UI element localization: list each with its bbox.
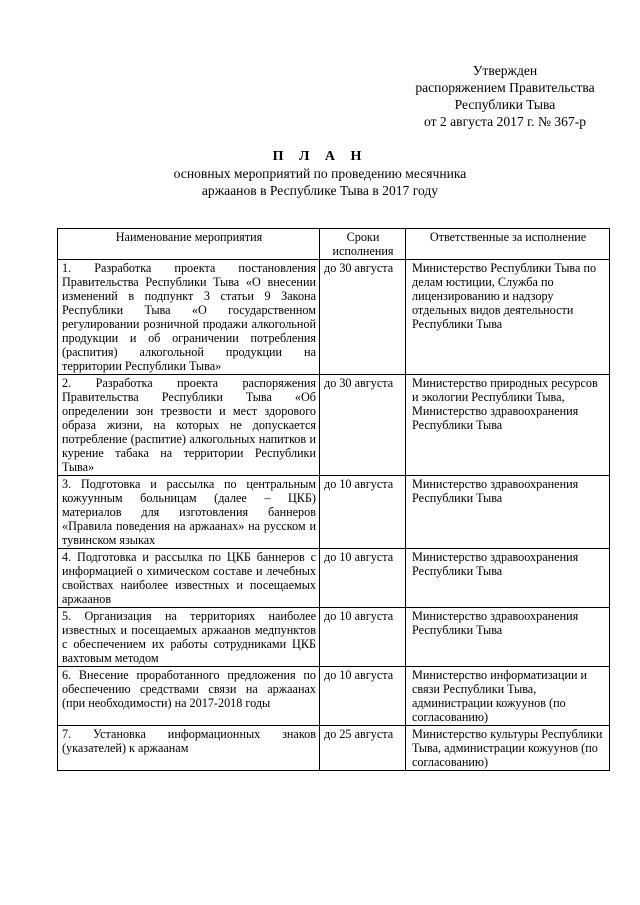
table-row	[58, 726, 610, 771]
plan-subtitle-line-2: аржаанов в Республике Тыва в 2017 году	[201, 183, 439, 198]
plan-subtitle-line-1: основных мероприятий по проведению месячника	[173, 166, 467, 181]
plan-subtitle	[0, 165, 640, 199]
responsible-cell: Министерство культуры Республики Тыва, администрации кожуунов (по согласованию)	[406, 726, 610, 771]
event-cell: 5. Организация на территориях наиболее известных и посещаемых аржаанов медпунктов с обеспечением их работы сотрудниками ЦКБ вахтовым методом	[58, 608, 320, 667]
event-cell: 3. Подготовка и рассылка по центральным кожуунным больницам (далее – ЦКБ) материалов для изготовления баннеров «Правила поведения на аржаанах» на русском и тувинском языках	[58, 476, 320, 549]
plan-title: П Л А Н	[272, 149, 368, 164]
event-cell: 7. Установка информационных знаков (указателей) к аржаанам	[58, 726, 320, 771]
event-cell: 4. Подготовка и рассылка по ЦКБ баннеров с информацией о химическом составе и лечебных свойствах наиболее известных и посещаемых аржаанов	[58, 549, 320, 608]
event-cell: 1. Разработка проекта постановления Правительства Республики Тыва «О внесении изменений в подпункт 3 статьи 9 Закона Республики Тыва «О государственном регулировании розничной продажи алкогольной продукции и об ограничении потребления (распития) алкогольной продукции на территории Республики Тыва»	[58, 260, 320, 375]
event-cell: 6. Внесение проработанного предложения по обеспечению средствами связи на аржаанах (при необходимости) на 2017-2018 годы	[58, 667, 320, 726]
responsible-cell: Министерство здравоохранения Республики Тыва	[406, 608, 610, 667]
deadline-cell: до 10 августа	[320, 608, 406, 667]
deadline-cell: до 10 августа	[320, 549, 406, 608]
approval-line-approved: Утвержден	[472, 63, 538, 78]
table-row	[58, 476, 610, 549]
deadline-cell: до 30 августа	[320, 260, 406, 375]
deadline-cell: до 10 августа	[320, 476, 406, 549]
approval-line-date-number: от 2 августа 2017 г. № 367-р	[423, 114, 587, 129]
table-row	[58, 549, 610, 608]
responsible-cell: Министерство природных ресурсов и экологии Республики Тыва, Министерство здравоохранения Республики Тыва	[406, 375, 610, 476]
responsible-cell: Министерство информатизации и связи Республики Тыва, администрации кожуунов (по согласованию)	[406, 667, 610, 726]
event-cell: 2. Разработка проекта распоряжения Правительства Республики Тыва «Об определении зон трезвости и мест здорового образа жизни, на которых не допускается потребление (распитие) алкогольных напитков и курение табака на территории Республики Тыва»	[58, 375, 320, 476]
table-row	[58, 667, 610, 726]
table-header-row	[58, 229, 610, 260]
responsible-cell: Министерство здравоохранения Республики Тыва	[406, 549, 610, 608]
table-row	[58, 608, 610, 667]
table-row	[58, 260, 610, 375]
deadline-cell: до 30 августа	[320, 375, 406, 476]
approval-line-order: распоряжением Правительства	[415, 80, 595, 95]
header-responsible: Ответственные за исполнение	[406, 229, 610, 260]
deadline-cell: до 25 августа	[320, 726, 406, 771]
header-event-name: Наименование мероприятия	[58, 229, 320, 260]
approval-block	[380, 62, 630, 130]
responsible-cell: Министерство здравоохранения Республики Тыва	[406, 476, 610, 549]
header-deadline: Сроки исполнения	[320, 229, 406, 260]
approval-line-republic: Республики Тыва	[454, 97, 556, 112]
plan-table	[57, 228, 610, 771]
responsible-cell: Министерство Республики Тыва по делам юстиции, Служба по лицензированию и надзору отдельных видов деятельности Республики Тыва	[406, 260, 610, 375]
deadline-cell: до 10 августа	[320, 667, 406, 726]
table-row	[58, 375, 610, 476]
